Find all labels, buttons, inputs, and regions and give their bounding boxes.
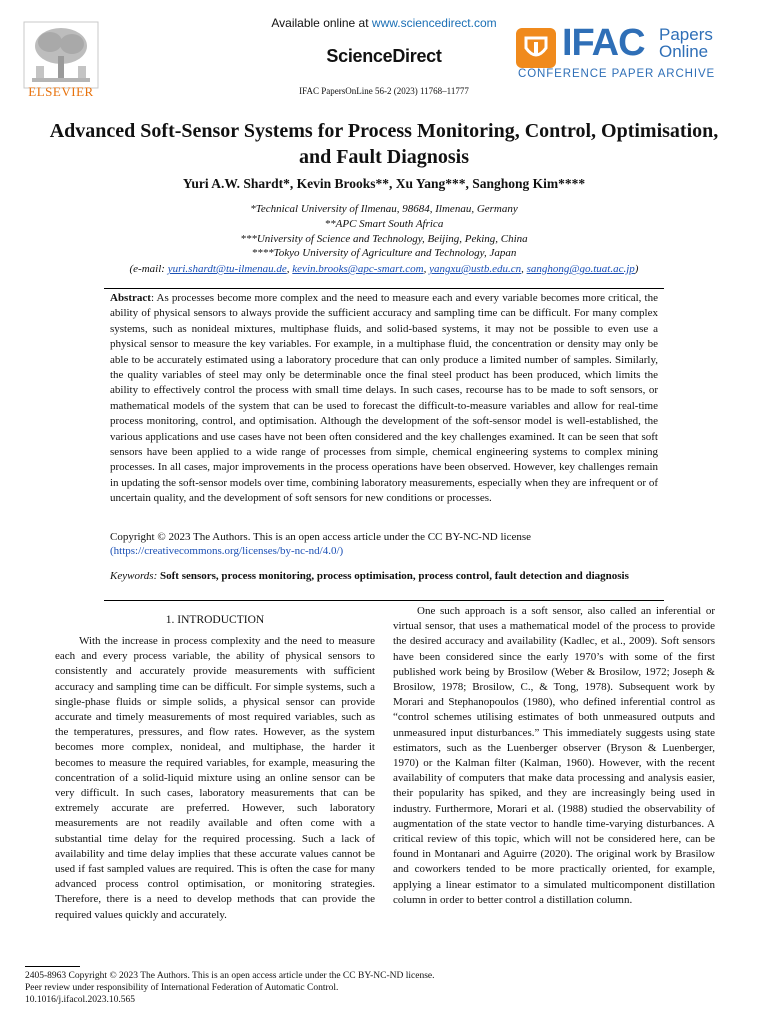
keywords-text: Soft sensors, process monitoring, process optimisation, process control, fault detection and diagnosis [160, 570, 629, 582]
elsevier-wordmark: ELSEVIER [28, 84, 94, 99]
sciencedirect-link[interactable]: www.sciencedirect.com [371, 16, 497, 30]
email-link-shardt[interactable]: yuri.shardt@tu-ilmenau.de [167, 263, 287, 275]
footer-doi[interactable]: 10.1016/j.ifacol.2023.10.565 [25, 995, 136, 1005]
paper-title: Advanced Soft-Sensor Systems for Process Monitoring, Control, Optimisation, and Fault Diagnosis [49, 120, 719, 168]
availability-prefix: Available online at [271, 16, 372, 30]
affiliation-3: ***University of Science and Technology, Beijing, Peking, China [240, 233, 528, 245]
left-column [55, 634, 375, 923]
abstract-paragraph [110, 291, 658, 507]
email-link-brooks[interactable]: kevin.brooks@apc-smart.com [292, 263, 424, 275]
footer-notice [25, 970, 435, 1006]
intro-paragraph-1: With the increase in process complexity and the need to measure each and every process variable, the ability of physical sensors to consistently and accurately provide measurements with sufficient accuracy and sampling time can be difficult. For simple systems, such a single-phase fluids or simple solids, a physical sensor can provide accurate and timely measurements of most required variables, such as the temperatures, pressures, and flow rates. However, as the system becomes more complex, nonideal, and multiphase, the harder it becomes to measure the required variables, for example, measuring the concentration of a solid-liquid mixture using an online sensor can be very difficult. In such cases, laboratory measurements that can be extremely accurate are preferred. However, such laboratory measurements are not readily available and often come with a substantial time delay for the required processing. Such a lack of availability and time delay implies that these accurate values cannot be used if fast sampled values are required. This is often the case for many advanced process control optimisation, or monitoring strategies. Therefore, there is a need to develop methods that can provide the required values quickly and accurately. [55, 635, 375, 921]
affiliation-4: ****Tokyo University of Agriculture and Technology, Japan [251, 247, 517, 259]
keywords-bottom-rule [104, 600, 664, 601]
keywords-block [110, 569, 658, 584]
abstract-text: : As processes become more complex and the need to measure each and every variable becomes more critical, the ability of physical sensors to always provide the sufficient accuracy and sampling time can be difficult. For many complex systems, such as nonideal mixtures, multiphase fluids, and solid-based systems, it may not be possible to even use a physical sensor to measure the key variables. For example, in a multiphase fluid, the concentration or density may only be able to be accurately estimated using a laboratory procedure that can only produce a limited number of samples. Similarly, the quality variables of steel may only be determinable once the final steel product has been produced, which limits the ability to effectively control the process with small time delays. In such cases, recourse has to be made to soft sensors, or mathematical models of the system that can be used to forecast the difficult-to-measure variables and allow for real-time process monitoring, control, and optimisation. Although the development of the soft-sensor model is well-established, the various applications and use cases have not been often considered and the key challenges examined. It can be seen that soft sensors have been applied to a wide range of processes from simple, chemical engineering systems to complex mining processes. In all cases, major improvements in the process operations have been observed. However, key challenges remain in updating the soft-sensor models over time, combining laboratory measurements, especially when they are infrequent or of uncertain quality, and the development of soft sensors for new conditions or processes. [110, 292, 659, 505]
abstract-label: Abstract [110, 292, 151, 304]
affiliation-1: *Technical University of Ilmenau, 98684, Ilmenau, Germany [250, 203, 518, 215]
emails-suffix: ) [634, 263, 639, 275]
footer-peer-review-line: Peer review under responsibility of International Federation of Automatic Control. [25, 983, 339, 993]
email-link-yang[interactable]: yangxu@ustb.edu.cn [429, 263, 522, 275]
emails-prefix: (e-mail: [129, 263, 168, 275]
abstract-top-rule [104, 288, 664, 289]
footer-rule [25, 966, 80, 967]
footer-issn-line: 2405-8963 Copyright © 2023 The Authors. This is an open access article under the CC BY-NC-ND license. [25, 971, 435, 981]
license-link[interactable]: (https://creativecommons.org/licenses/by-nc-nd/4.0/) [110, 545, 344, 557]
author-list: Yuri A.W. Shardt*, Kevin Brooks**, Xu Yang***, Sanghong Kim**** [182, 176, 586, 191]
copyright-line: Copyright © 2023 The Authors. This is an open access article under the CC BY-NC-ND license [110, 531, 531, 543]
author-emails: (e-mail: yuri.shardt@tu-ilmenau.de, kevin.brooks@apc-smart.com, yangxu@ustb.edu.cn, sanghong@go.tuat.ac.jp) [129, 263, 639, 275]
keywords-label: Keywords: [110, 570, 158, 582]
ifac-papersonline-logo [516, 22, 726, 82]
copyright-notice [110, 530, 658, 558]
ifac-archive-tagline: CONFERENCE PAPER ARCHIVE [518, 68, 716, 80]
right-column [393, 604, 715, 908]
sciencedirect-wordmark: ScienceDirect [326, 46, 442, 66]
ifac-papers-online [659, 26, 713, 60]
journal-citation: IFAC PapersOnLine 56-2 (2023) 11768–11777 [299, 86, 469, 96]
ifac-emblem-icon [516, 28, 556, 68]
email-link-kim[interactable]: sanghong@go.tuat.ac.jp [526, 263, 635, 275]
section-heading-introduction: 1. INTRODUCTION [165, 614, 265, 626]
ifac-wordmark: IFAC [562, 22, 645, 64]
intro-paragraph-2: One such approach is a soft sensor, also called an inferential or virtual sensor, that uses a mathematical model of the process to provide the desired accuracy and availability (Kadlec, et al., 2009). Soft sensors have been considered since the early 1970’s with some of the first published work being by Brosilow (Weber & Brosilow, 1972; Joseph & Brosilow, 1978; Brosilow, C., & Tong, 1978). Subsequent work by Morari and Stephanopoulos (1980), who defined inferential control as “control schemes utilising estimates of both unmeasured outputs and unmeasured input disturbances.” This immediately suggests using state estimators, such as the Luenberger observer (Bryson & Luenberger, 1970) or the Kalman filter (Kalman, 1960). However, with the recent availability of computers that make data processing and analysis easier, their popularity has spiked, and they are increasingly being used in industry. Furthermore, Morari et al. (1988) studied the observability of augmentation of the state vector to handle time-varying disturbances. A critical review of this topic, which will not be considered here, can be found in Montanari and Aguirre (2020). The original work by Brasilow and coworkers tended to be more practically oriented, for example, applying a linear estimator to a simulated multicomponent distillation column in order to better control a distillation column. [393, 605, 715, 906]
ifac-online-text: Online [659, 42, 709, 61]
ifac-papers-text: Papers [659, 25, 713, 44]
affiliation-2: **APC Smart South Africa [324, 218, 444, 230]
